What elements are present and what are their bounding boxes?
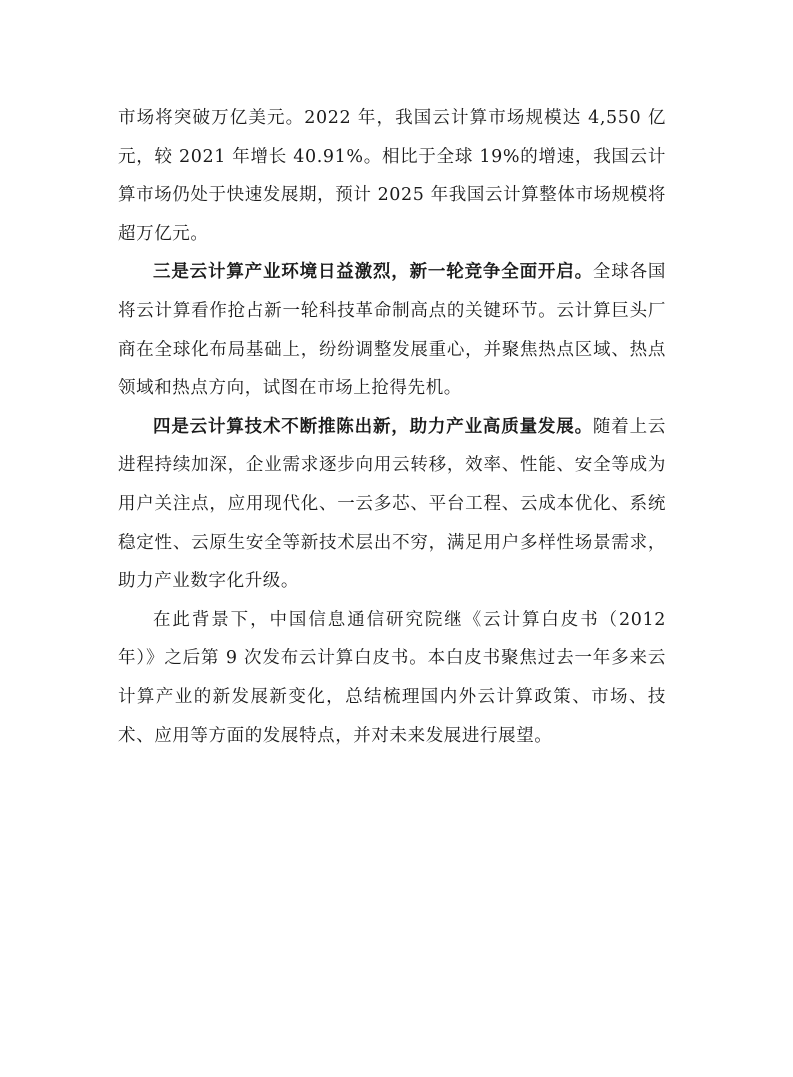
paragraph-lead-heading: 三是云计算产业环境日益激烈，新一轮竞争全面开启。 xyxy=(153,262,593,283)
paragraph-text: 在此背景下，中国信息通信研究院继《云计算白皮书（2012 年）》之后第 9 次发布云计算白皮书。本白皮书聚焦过去一年多来云计算产业的新发展新变化，总结梳理国内外云计算政策、市场、技术、应用等方面的发展特点，并对未来发展进行展望。 xyxy=(118,609,666,746)
paragraph-market-continuation xyxy=(118,99,666,253)
paragraph-background xyxy=(118,601,666,755)
paragraph-lead-heading: 四是云计算技术不断推陈出新，助力产业高质量发展。 xyxy=(153,416,593,437)
paragraph-text: 随着上云进程持续加深，企业需求逐步向用云转移，效率、性能、安全等成为用户关注点，应用现代化、一云多芯、平台工程、云成本优化、系统稳定性、云原生安全等新技术层出不穷，满足用户多样性场景需求，助力产业数字化升级。 xyxy=(118,416,666,592)
paragraph-text: 市场将突破万亿美元。2022 年，我国云计算市场规模达 4,550 亿元，较 2021 年增长 40.91%。相比于全球 19%的增速，我国云计算市场仍处于快速发展期，预计 2025 年我国云计算整体市场规模将超万亿元。 xyxy=(118,108,666,244)
paragraph-point-three xyxy=(118,253,666,407)
paragraph-point-four xyxy=(118,408,666,601)
body-text xyxy=(118,99,666,755)
paragraph-text: 全球各国将云计算看作抢占新一轮科技革命制高点的关键环节。云计算巨头厂商在全球化布局基础上，纷纷调整发展重心，并聚焦热点区域、热点领域和热点方向，试图在市场上抢得先机。 xyxy=(118,262,666,399)
